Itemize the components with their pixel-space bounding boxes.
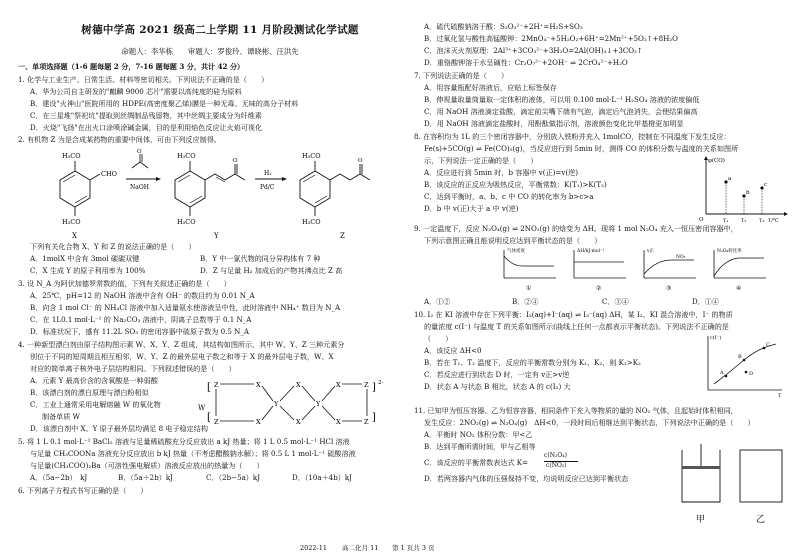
q4-option-c: C．工业上通常采用电解熔融 W 的氧化物 [30, 400, 161, 409]
z-substituent-bottom: H₃CO [302, 218, 321, 226]
q5-option-b: B．（5a＋2b）kJ [118, 473, 173, 482]
q10-point-c [763, 347, 766, 350]
reagent-h2: H₂ [264, 170, 272, 177]
q10-point-a [725, 375, 728, 378]
svg-text:ΔH/kJ·mol⁻¹: ΔH/kJ·mol⁻¹ [577, 249, 605, 254]
q10-stem-2: 的量浓度 c(I⁻) 与温度 T 的关系如图所示(曲线上任何一点都表示平衡状态)。下列说法不正确的是 [424, 322, 729, 331]
q10-option-a: A．该反应 ΔH<0 [424, 346, 482, 355]
q5-option-a: A．（5a−2b） kJ [30, 473, 88, 482]
q9-graph-1 [504, 247, 556, 292]
piston [682, 466, 720, 469]
q4-option-d: D．该漂白剂中 X、Y 原子最外层均满足 8 电子稳定结构 [30, 424, 208, 433]
svg-text:[: [ [207, 412, 211, 423]
q8-stem-3: 示，下列说法一定正确的是（ ） [424, 156, 538, 165]
q4-option-c-cont: 制备单质 W [42, 412, 80, 421]
q8-xlabel: T/℃ [768, 218, 779, 224]
q8-option-c: C．达到平衡时，a、b、c 中 CO 的转化率为 b>c>a [424, 192, 594, 201]
container-jia [682, 444, 720, 525]
q8-option-b: B．该反应的正反应为吸热反应，平衡常数：K(T₁)>K(T₂) [424, 180, 607, 189]
reagent-pdc: Pd/C [260, 184, 275, 191]
q4-stem-1: 4. 一种新型漂白剂由原子结构图示素 W、X、Y、Z 组成，其结构如图所示，其中 W、Y、Z 三种元素分 [18, 340, 345, 349]
q11-option-b: B．达到平衡所需时间，甲与乙相等 [424, 442, 536, 451]
container-yi [740, 450, 782, 525]
svg-text:④: ④ [736, 285, 742, 292]
label-yi: 乙 [756, 515, 766, 525]
svg-text:O: O [233, 158, 238, 164]
q11-stem-1: 11. 已知甲为恒压容器、乙为恒容容器，相同条件下充入等物质的量的 NO₂ 气体，且起始时体积相同， [414, 406, 738, 415]
footer-grade: 高二化月 11 [342, 544, 379, 552]
svg-text:O: O [137, 149, 142, 155]
q3-option-c: C．在 1L0.1 mol·L⁻¹ 的 Na₂CO₃ 溶液中，阴离子总数等于 0.1 N_A [30, 315, 252, 324]
y-substituent-top: H₃CO [177, 152, 196, 160]
svg-text:N₂O₄转化率: N₂O₄转化率 [717, 249, 742, 254]
q2-stem: 2. 有机物 Z 为是合成某药物的重要中间体，可由下列反应制得。 [18, 135, 221, 144]
q3-stem: 3. 设 N_A 为阿伏加德罗常数的值，下列有关叙述正确的是（ ） [18, 279, 231, 288]
svg-text:Z: Z [214, 418, 219, 426]
q10-graph [700, 332, 786, 398]
q11-option-d: D．若两容器内气体的压强保持不变，均说明反应已达到平衡状态 [424, 474, 629, 483]
q4-stem-2: 别位于不同的短周期且相互相邻，W、Y、Z 的最外层电子数之和等于 X 的最外层电子数，W、X [30, 352, 334, 361]
q9-option-a: A．①② [424, 297, 451, 306]
q3-option-b: B．向含 1 mol Cl⁻ 的 NH₄Cl 溶液中加入适量氨水使溶液呈中性，此时溶液中 NH₄⁺ 数目为 N_A [30, 303, 341, 312]
section-heading: 一、单项选择题（1-6 题每题 2 分，7-16 题每题 3 分，共计 42 分） [18, 62, 245, 71]
q8-graph [696, 154, 788, 224]
molecule-x [60, 152, 117, 226]
q11-option-c: C．该反应的平衡常数表达式 K= [424, 458, 529, 467]
q9-option-d: D．①④ [692, 297, 719, 306]
svg-text:Y: Y [274, 400, 279, 408]
svg-text:Z: Z [364, 418, 369, 426]
svg-text:]: ] [372, 412, 376, 423]
q8-option-a: A．反应进行到 5min 时，b 容器中 v(正)=v(逆) [424, 168, 579, 177]
q2-option-b: B．Y 中一氯代物的同分异构体有 7 种 [200, 254, 321, 263]
q10-option-b: B．若在 T₁、T₂ 温度下，反应的平衡常数分别为 K₁、K₂，则 K₁>K₂ [424, 358, 641, 367]
x-substituent-top: H₃CO [62, 152, 81, 160]
q8-origin: O [699, 217, 704, 223]
label-y: Y [214, 232, 219, 240]
svg-text:O: O [358, 158, 363, 164]
svg-text:X: X [296, 381, 301, 389]
q5-option-c: C．（2b−5a）kJ [206, 473, 261, 482]
footer-page: 第 1 页共 3 页 [392, 544, 435, 552]
svg-text:b: b [746, 190, 750, 196]
q5-option-d: D．（10a＋4b）kJ [292, 473, 352, 482]
q8-stem-2: Fe(s)+5CO(g) ⇌ Fe(CO)₅(g)，当反应进行到 5min 时，测得 CO 的体积分数与温度的关系如图所 [424, 144, 739, 153]
q11-option-a: A．平衡时 NO₂ 体积分数：甲<乙 [424, 430, 533, 439]
svg-text:X: X [336, 381, 341, 389]
molecule-y [175, 152, 245, 226]
svg-text:T₃: T₃ [759, 218, 765, 224]
q10-point-d [745, 371, 748, 374]
svg-text:NO₂: NO₂ [676, 255, 686, 260]
label-x: X [72, 232, 77, 240]
q6-option-b: B．过氧化氢与酸性高锰酸钾：2MnO₄⁻+5H₂O₂+6H⁺=2Mn²⁺+5O₂↑+8H₂O [424, 34, 678, 43]
footer-date: 2022-11 [300, 544, 328, 552]
q10-option-c: C．若反应进行到状态 D 时，一定有 v正>v逆 [424, 370, 570, 379]
svg-text:a: a [728, 176, 732, 182]
svg-text:Z: Z [214, 381, 219, 389]
svg-text:D: D [749, 371, 754, 377]
structure-charge: 2- [378, 380, 384, 386]
q1-option-c: C．在三星堆"祭祀坑"提取到丝绸制品残留物，其中丝绸主要成分为纤维素 [30, 111, 262, 120]
q2-option-a: A．1molX 中含有 3mol 碳碳双键 [30, 254, 140, 263]
q9-graph-2 [574, 248, 626, 292]
q4-option-a: A．元素 Y 最高价含的含氧酸是一种弱酸 [30, 376, 158, 385]
svg-text:]: ] [372, 382, 376, 393]
q10-stem-1: 10. I₂ 在 KI 溶液中存在下列平衡：I₂(aq)+I⁻(aq) ⇌ I₃⁻(aq) ΔH，某 I₂、KI 混合溶液中，I⁻ 的物质 [414, 310, 733, 319]
q9-option-b: B．②④ [512, 297, 539, 306]
x-cho-label: CHO [101, 170, 117, 178]
q6-option-c: C．泡沫灭火剂原理：2Al³⁺+3CO₃²⁻+3H₂O=2Al(OH)₃↓+3CO₂↑ [424, 46, 643, 55]
q9-graph-3 [644, 247, 696, 292]
q1-stem: 1. 化学与工业生产、日常生活、材料等密切相关。下列说法不正确的是（ ） [18, 75, 269, 84]
svg-text:Y: Y [316, 400, 321, 408]
svg-text:X: X [296, 418, 301, 426]
q9-graph-4 [714, 247, 766, 292]
q10-option-d: D．状态 A 与状态 B 相比，状态 A 的 c(I₂) 大 [424, 382, 571, 391]
structure-atoms [214, 381, 369, 426]
x-substituent-bottom: H₃CO [62, 218, 81, 226]
page-title: 树德中学高 2021 级高二上学期 11 月阶段测试化学试题 [81, 24, 359, 36]
svg-text:c: c [764, 182, 768, 188]
svg-text:B: B [738, 354, 742, 360]
q5-stem-1: 5. 将 1 L 0.1 mol·L⁻¹ BaCl₂ 溶液与足量稀硫酸充分反应放出 a kJ 热量；将 1 L 0.5 mol·L⁻¹ HCl 溶液 [18, 437, 350, 446]
authors-line: 命题人：李华栋 审题人：罗俊玲、谭晓彬、汪洪先 [121, 47, 299, 56]
q9-graphs [498, 246, 774, 294]
q7-stem: 7. 下列说法正确的是（ ） [414, 71, 509, 80]
structure-bonds [216, 384, 367, 421]
z-substituent-top: H₃CO [302, 152, 321, 160]
svg-text:①: ① [526, 285, 532, 292]
q1-option-d: D．火烧"飞扬"在出火口涂喷涂碱金属，目的是利用焰色反应让火焰可视化 [30, 123, 263, 132]
q6-option-d: D．重铬酸钾溶于水呈碱性：Cr₂O₇²⁻+2OH⁻ ⇌ 2CrO₄²⁻+H₂O [424, 58, 628, 67]
q11-k-numerator: c(N₂O₄) [544, 452, 568, 459]
svg-text:X: X [256, 381, 261, 389]
q11-containers [678, 430, 790, 534]
svg-text:Z: Z [364, 381, 369, 389]
reagent-naoh: NaOH [130, 184, 149, 191]
q1-option-a: A．华为公司自主研发的"麒麟 9000 芯片"需要以高纯度的硅为原料 [30, 87, 242, 96]
acetone-reagent [132, 149, 148, 168]
svg-text:[: [ [207, 382, 211, 393]
q8-stem-1: 8. 在容积均为 1L 的三个密闭容器中，分别放入铁粉并充入 1molCO，控制在不同温度下发生反应： [414, 132, 731, 141]
q10-ylabel: c(I⁻) [710, 335, 722, 341]
q2-ask: 下列有关化合物 X、Y 和 Z 的说法正确的是（ ） [30, 242, 196, 251]
q2-reaction-scheme [30, 146, 390, 240]
q2-option-d: D．Z 与足量 H₂ 加成后的产物其沸点比 Z 高 [200, 266, 343, 275]
q10-stem-3: （ ） [424, 334, 453, 343]
svg-text:气体密度: 气体密度 [507, 249, 525, 254]
q5-stem-3: 与足量(CH₃COO)₂Ba（可溶性强电解质）溶液反应放出的热量为（ ） [30, 461, 264, 470]
q7-option-d: D．用 NaOH 溶液滴定盐酸时，用酚酞做指示剂，溶液颜色变化比甲基橙更加明显 [424, 119, 684, 128]
q6-option-a: A．硫代硫酸钠溶于酸：S₂O₃²⁻+2H⁺=H₂S+SO₃ [424, 22, 583, 31]
svg-text:v正: v正 [647, 249, 655, 254]
q8-option-d: D．b 中 v(正)大于 a 中 v(逆) [424, 204, 519, 213]
q3-option-a: A．25℃，pH=12 的 NaOH 溶液中含有 OH⁻ 的数目约为 0.01 N_A [30, 291, 255, 300]
q9-stem-1: 9. 一定温度下，反应 N₂O₄(g) ⇌ 2NO₂(g) 的焓变为 ΔH。现将 1 mol N₂O₄ 充入一恒压密闭容器中， [414, 224, 738, 233]
q9-option-c: C．③④ [602, 297, 629, 306]
q1-option-b: B．建设"火神山"医院所用的 HDPE(高密度聚乙烯)膜是一种无毒、无味的高分子材料 [30, 99, 299, 108]
q11-stem-2: 发生反应：2NO₂(g) ⇌ N₂O₄(g) ΔH<0，一段时间后相继达到平衡状态，下列说法中正确的是（ ） [424, 418, 755, 427]
q7-option-b: B．伸视量取量筒量取一定体积的液体，可以用 0.100 mol·L⁻¹ H₂SO₄ 溶液的浓度偏低 [424, 95, 700, 104]
label-z: Z [340, 232, 345, 240]
svg-text:③: ③ [666, 285, 672, 292]
q7-option-a: A．用容量瓶配好溶液后，应贴上标签保存 [424, 83, 557, 92]
q2-option-c: C．X 生成 Y 的原子利用率为 100% [30, 266, 146, 275]
svg-text:②: ② [596, 285, 602, 292]
label-jia: 甲 [696, 515, 706, 525]
q4-option-b: B．该漂白剂的漂白原理与漂白粉相似 [30, 388, 149, 397]
structure-w-label: W [198, 404, 206, 412]
molecule-z [300, 152, 370, 226]
q3-option-d: D．标准状况下，盛有 11.2L SO₃ 的密闭容器中硫原子数为 0.5 N_A [30, 327, 250, 336]
q4-stem-3: 对应的简单离子核外电子层结构相同。下列叙述错误的是（ ） [30, 364, 236, 373]
svg-text:C: C [766, 342, 770, 348]
q8-ylabel: φ(CO) [708, 158, 725, 164]
y-substituent-bottom: H₃CO [177, 218, 196, 226]
q5-stem-2: 与足量 CH₃COONa 溶液充分反应放出 b kJ 热量（不考虑醋酸钠水解）；将 0.5 L 1 mol·L⁻¹ 硫酸溶液 [30, 449, 356, 458]
q4-structure [196, 374, 396, 436]
q6-stem: 6. 下列离子方程式书写正确的是（ ） [18, 486, 148, 495]
q7-option-c: C．用 NaOH 溶液滴定盐酸，滴定前尖嘴下端有气泡，滴定后气泡消失，会使结果偏高 [424, 107, 698, 116]
svg-text:X: X [256, 418, 261, 426]
q11-k-denominator: c(NO₂) [546, 462, 567, 469]
q9-stem-2: 下列示意图正确且能说明反应达到平衡状态的是（ ） [424, 236, 602, 245]
q10-xlabel: T [778, 393, 782, 399]
svg-text:T₁: T₁ [723, 218, 729, 224]
q10-point-b [743, 359, 746, 362]
svg-text:A: A [720, 370, 724, 376]
svg-text:X: X [336, 418, 341, 426]
svg-text:T₂: T₂ [741, 218, 747, 224]
